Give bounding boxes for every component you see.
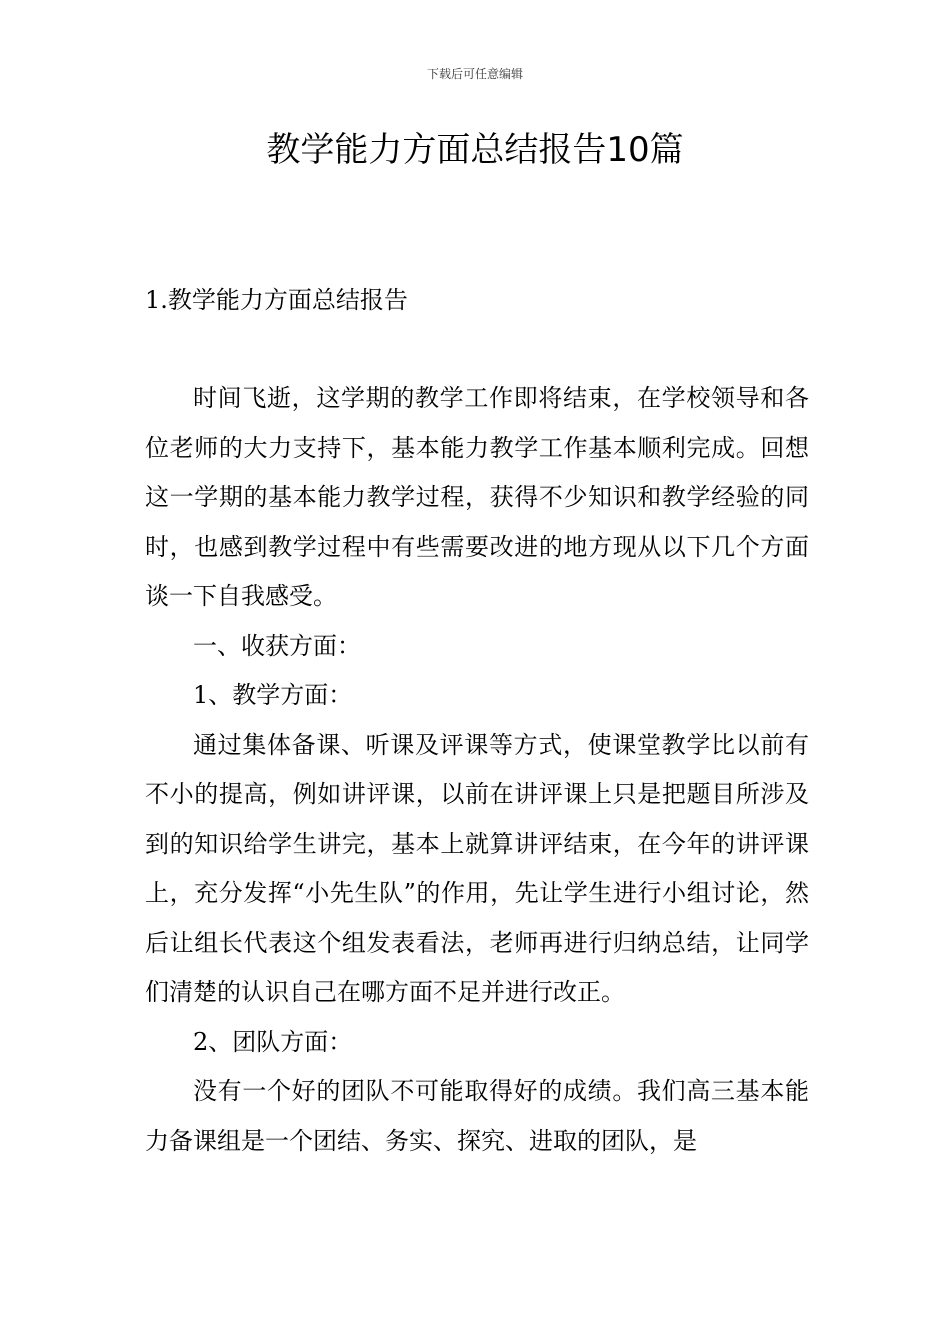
paragraph-gains-heading: 一、收获方面： xyxy=(193,631,361,660)
document-body xyxy=(145,374,809,1166)
paragraph-teaching-body: 通过集体备课、听课及评课等方式，使课堂教学比以前有不小的提高，例如讲评课，以前在讲评课上只是把题目所涉及到的知识给学生讲完，基本上就算讲评结束，在今年的讲评课上，充分发挥“小先生队”的作用，先让学生进行小组讨论，然后让组长代表这个组发表看法，老师再进行归纳总结，让同学们清楚的认识自己在哪方面不足并进行改正。 xyxy=(145,730,809,1006)
paragraph-intro: 时间飞逝，这学期的教学工作即将结束，在学校领导和各位老师的大力支持下，基本能力教学工作基本顺利完成。回想这一学期的基本能力教学过程，获得不少知识和教学经验的同时，也感到教学过程中有些需要改进的地方现从以下几个方面谈一下自我感受。 xyxy=(145,384,809,610)
document-title: 教学能力方面总结报告10篇 xyxy=(266,130,684,170)
header-note: 下载后可任意编辑 xyxy=(426,67,523,81)
section-heading: 1.教学能力方面总结报告 xyxy=(145,286,408,314)
paragraph-team-heading: 2、团队方面： xyxy=(193,1027,353,1056)
paragraph-teaching-heading: 1、教学方面： xyxy=(193,681,353,709)
paragraph-team-body: 没有一个好的团队不可能取得好的成绩。我们高三基本能力备课组是一个团结、务实、探究、进取的团队，是 xyxy=(145,1077,809,1155)
